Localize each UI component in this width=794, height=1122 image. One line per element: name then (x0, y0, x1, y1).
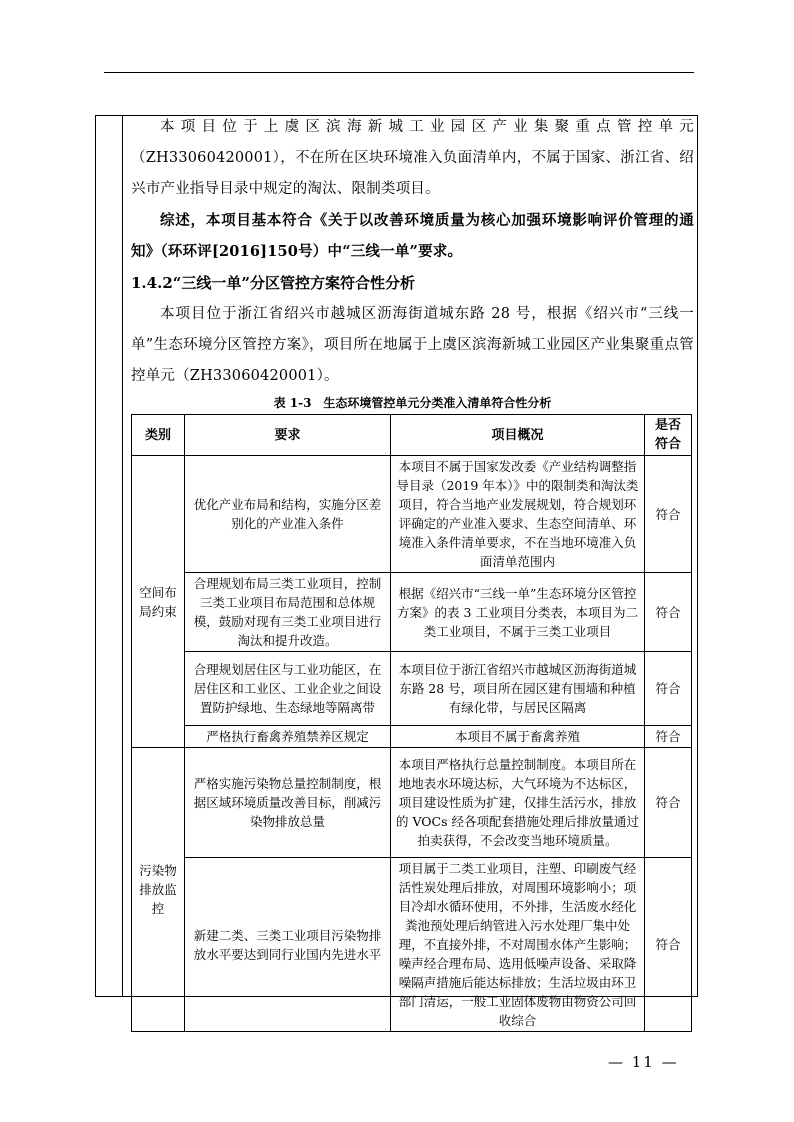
paragraph-summary: 综述，本项目基本符合《关于以改善环境质量为核心加强环境影响评价管理的通知》（环环评[2016]150号）中“三线一单”要求。 (131, 212, 694, 260)
section-heading: 1.4.2“三线一单”分区管控方案符合性分析 (131, 274, 416, 292)
table-header-row (132, 415, 692, 456)
header-compliance: 是否符合 (645, 415, 692, 456)
table-row (132, 456, 692, 573)
header-summary: 项目概况 (391, 415, 645, 456)
paragraph-location: 本项目位于上虞区滨海新城工业园区产业集聚重点管控单元（ZH33060420001），不在所在区块环境准入负面清单内，不属于国家、浙江省、绍兴市产业指导目录中规定的淘汰、限制类项目。 (131, 119, 694, 197)
table-row (132, 652, 692, 726)
compliance-table (131, 414, 692, 1032)
requirement-cell: 严格实施污染物总量控制制度，根据区域环境质量改善目标，削减污染物排放总量 (185, 748, 391, 858)
summary-cell: 根据《绍兴市“三线一单”生态环境分区管控方案》的表 3 工业项目分类表，本项目为二类工业项目，不属于三类工业项目 (391, 573, 645, 652)
table-row (132, 726, 692, 748)
summary-cell: 本项目位于浙江省绍兴市越城区沥海街道城东路 28 号，项目所在园区建有围墙和种植有绿化带，与居民区隔离 (391, 652, 645, 726)
requirement-cell: 优化产业布局和结构，实施分区差别化的产业准入条件 (185, 456, 391, 573)
compliance-cell: 符合 (645, 748, 692, 858)
summary-cell: 项目属于二类工业项目，注塑、印刷废气经活性炭处理后排放，对周围环境影响小；项目冷却水循环使用，不外排，生活废水经化粪池预处理后纳管进入污水处理厂集中处理，不直接外排，不对周围水体产生影响；噪声经合理布局、选用低噪声设备、采取降噪隔声措施后能达标排放；生活垃圾由环卫部门清运，一般工业固体废物由物资公司回收综合 (391, 858, 645, 1032)
category-cell: 空间布局约束 (132, 456, 185, 748)
header-requirement: 要求 (185, 415, 391, 456)
table-row (132, 573, 692, 652)
table-caption: 表 1-3 生态环境管控单元分类准入清单符合性分析 (273, 396, 552, 410)
requirement-cell: 合理规划布局三类工业项目，控制三类工业项目布局范围和总体规模，鼓励对现有三类工业项目进行淘汰和提升改造。 (185, 573, 391, 652)
compliance-cell: 符合 (645, 726, 692, 748)
table-row (132, 748, 692, 858)
frame-divider (122, 115, 123, 997)
summary-cell: 本项目不属于畜禽养殖 (391, 726, 645, 748)
paragraph-zoning: 本项目位于浙江省绍兴市越城区沥海街道城东路 28 号，根据《绍兴市“三线一单”生态环境分区管控方案》，项目所在地属于上虞区滨海新城工业园区产业集聚重点管控单元（ZH33060420001）。 (131, 306, 694, 384)
summary-cell: 本项目不属于国家发改委《产业结构调整指导目录（2019 年本）》中的限制类和淘汰类项目，符合当地产业发展规划，符合规划环评确定的产业准入要求、生态空间清单、环境准入条件清单要求，不在当地环境准入负面清单范围内 (391, 456, 645, 573)
header-rule (104, 72, 694, 73)
requirement-cell: 严格执行畜禽养殖禁养区规定 (185, 726, 391, 748)
compliance-cell: 符合 (645, 652, 692, 726)
compliance-cell: 符合 (645, 858, 692, 1032)
requirement-cell: 新建二类、三类工业项目污染物排放水平要达到同行业国内先进水平 (185, 858, 391, 1032)
header-category: 类别 (132, 415, 185, 456)
category-cell: 污染物排放监控 (132, 748, 185, 1032)
compliance-cell: 符合 (645, 456, 692, 573)
body-content (131, 112, 694, 392)
summary-cell: 本项目严格执行总量控制制度。本项目所在地地表水环境达标，大气环境为不达标区，项目建设性质为扩建，仅排生活污水，排放的 VOCs 经各项配套措施处理后排放量通过拍卖获得，不会改变当地环境质量。 (391, 748, 645, 858)
compliance-cell: 符合 (645, 573, 692, 652)
page-number: — 11 — (608, 1053, 679, 1071)
table-row (132, 858, 692, 1032)
requirement-cell: 合理规划居住区与工业功能区，在居住区和工业区、工业企业之间设置防护绿地、生态绿地等隔离带 (185, 652, 391, 726)
